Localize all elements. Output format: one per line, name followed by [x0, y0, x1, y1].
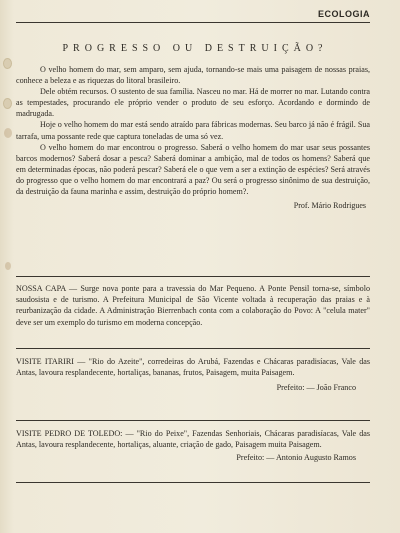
section-divider	[16, 276, 370, 277]
article-title: PROGRESSO OU DESTRUIÇÃO?	[62, 43, 328, 54]
ad-credit: Prefeito: — João Franco	[276, 383, 356, 393]
section-header: ECOLOGIA	[317, 9, 370, 19]
article-paragraph: O velho homem do mar encontrou o progresso. Saberá o velho homem do mar usar seus possantes barcos modernos? Saberá dosar a pesca? Saberá dominar a ambição, mal de todos os homens? Saberá que em determinadas épocas, não poderá pescar? Saberá ele o que vem a ser a extinção de espécies? Será através do progresso que o velho homem do mar encontrará a paz? Ou será o progresso sinônimo de sua destruição, da destruição da fauna marinha e assim, destruição do próprio homem?.	[16, 142, 370, 197]
paper-stain	[4, 128, 12, 138]
article-signature: Prof. Mário Rodrigues	[293, 201, 366, 211]
section-divider	[16, 348, 370, 349]
paper-stain	[5, 262, 11, 270]
ad-itariri	[16, 356, 370, 402]
article-paragraph: Dele obtém recursos. O sustento de sua família. Nasceu no mar. Há de morrer no mar. Lutando contra as tempestades, procurando ele próprio vender o produto de seu esforço. Acordando e dormindo de madrugada.	[16, 87, 370, 119]
ad-pedro-de-toledo	[16, 428, 370, 472]
ad-credit: Prefeito: — Antonio Augusto Ramos	[236, 453, 356, 463]
footer-rule	[16, 482, 370, 483]
article-paragraph: O velho homem do mar, sem amparo, sem ajuda, tornando-se mais uma paisagem de nossas praias, conhece a beleza e as riquezas do litoral brasileiro.	[16, 65, 370, 86]
section-divider	[16, 420, 370, 421]
article-body	[16, 64, 370, 211]
ad-text: VISITE ITARIRI — "Rio do Azeite", corredeiras do Arubá, Fazendas e Chácaras paradisíacas, Vale das Antas, lavoura resplandecente, hortaliças, bananas, frutos, Paisagem, muita Paisagem.	[16, 357, 370, 378]
binding-hole	[3, 58, 12, 69]
ad-text: VISITE PEDRO DE TOLEDO: — "Rio do Peixe", Fazendas Senhoriais, Chácaras paradisíacas, Vale das Antas, lavoura resplandecente, hortaliças, aluante, criação de gado, Paisagem muita Paisagem.	[16, 429, 370, 450]
binding-hole	[3, 98, 12, 109]
header-rule	[16, 22, 370, 23]
article-paragraph: Hoje o velho homem do mar está sendo atraído para fábricas modernas. Seu barco já não é frágil. Sua tarrafa, uma possante rede que captura toneladas de uma só vez.	[16, 120, 370, 141]
cover-note-text: NOSSA CAPA — Surge nova ponte para a travessia do Mar Pequeno. A Ponte Pensil torna-se, símbolo saudosista e de turismo. A Prefeitura Municipal de São Vicente voltada à recuperação das praias e à reurbanização da cidade. A Administração Bierrenbach conta com a colaboração do Povo: A "celula mater" deve ser um exemplo do turismo em moderna concepção.	[16, 284, 370, 327]
cover-note	[16, 283, 370, 328]
